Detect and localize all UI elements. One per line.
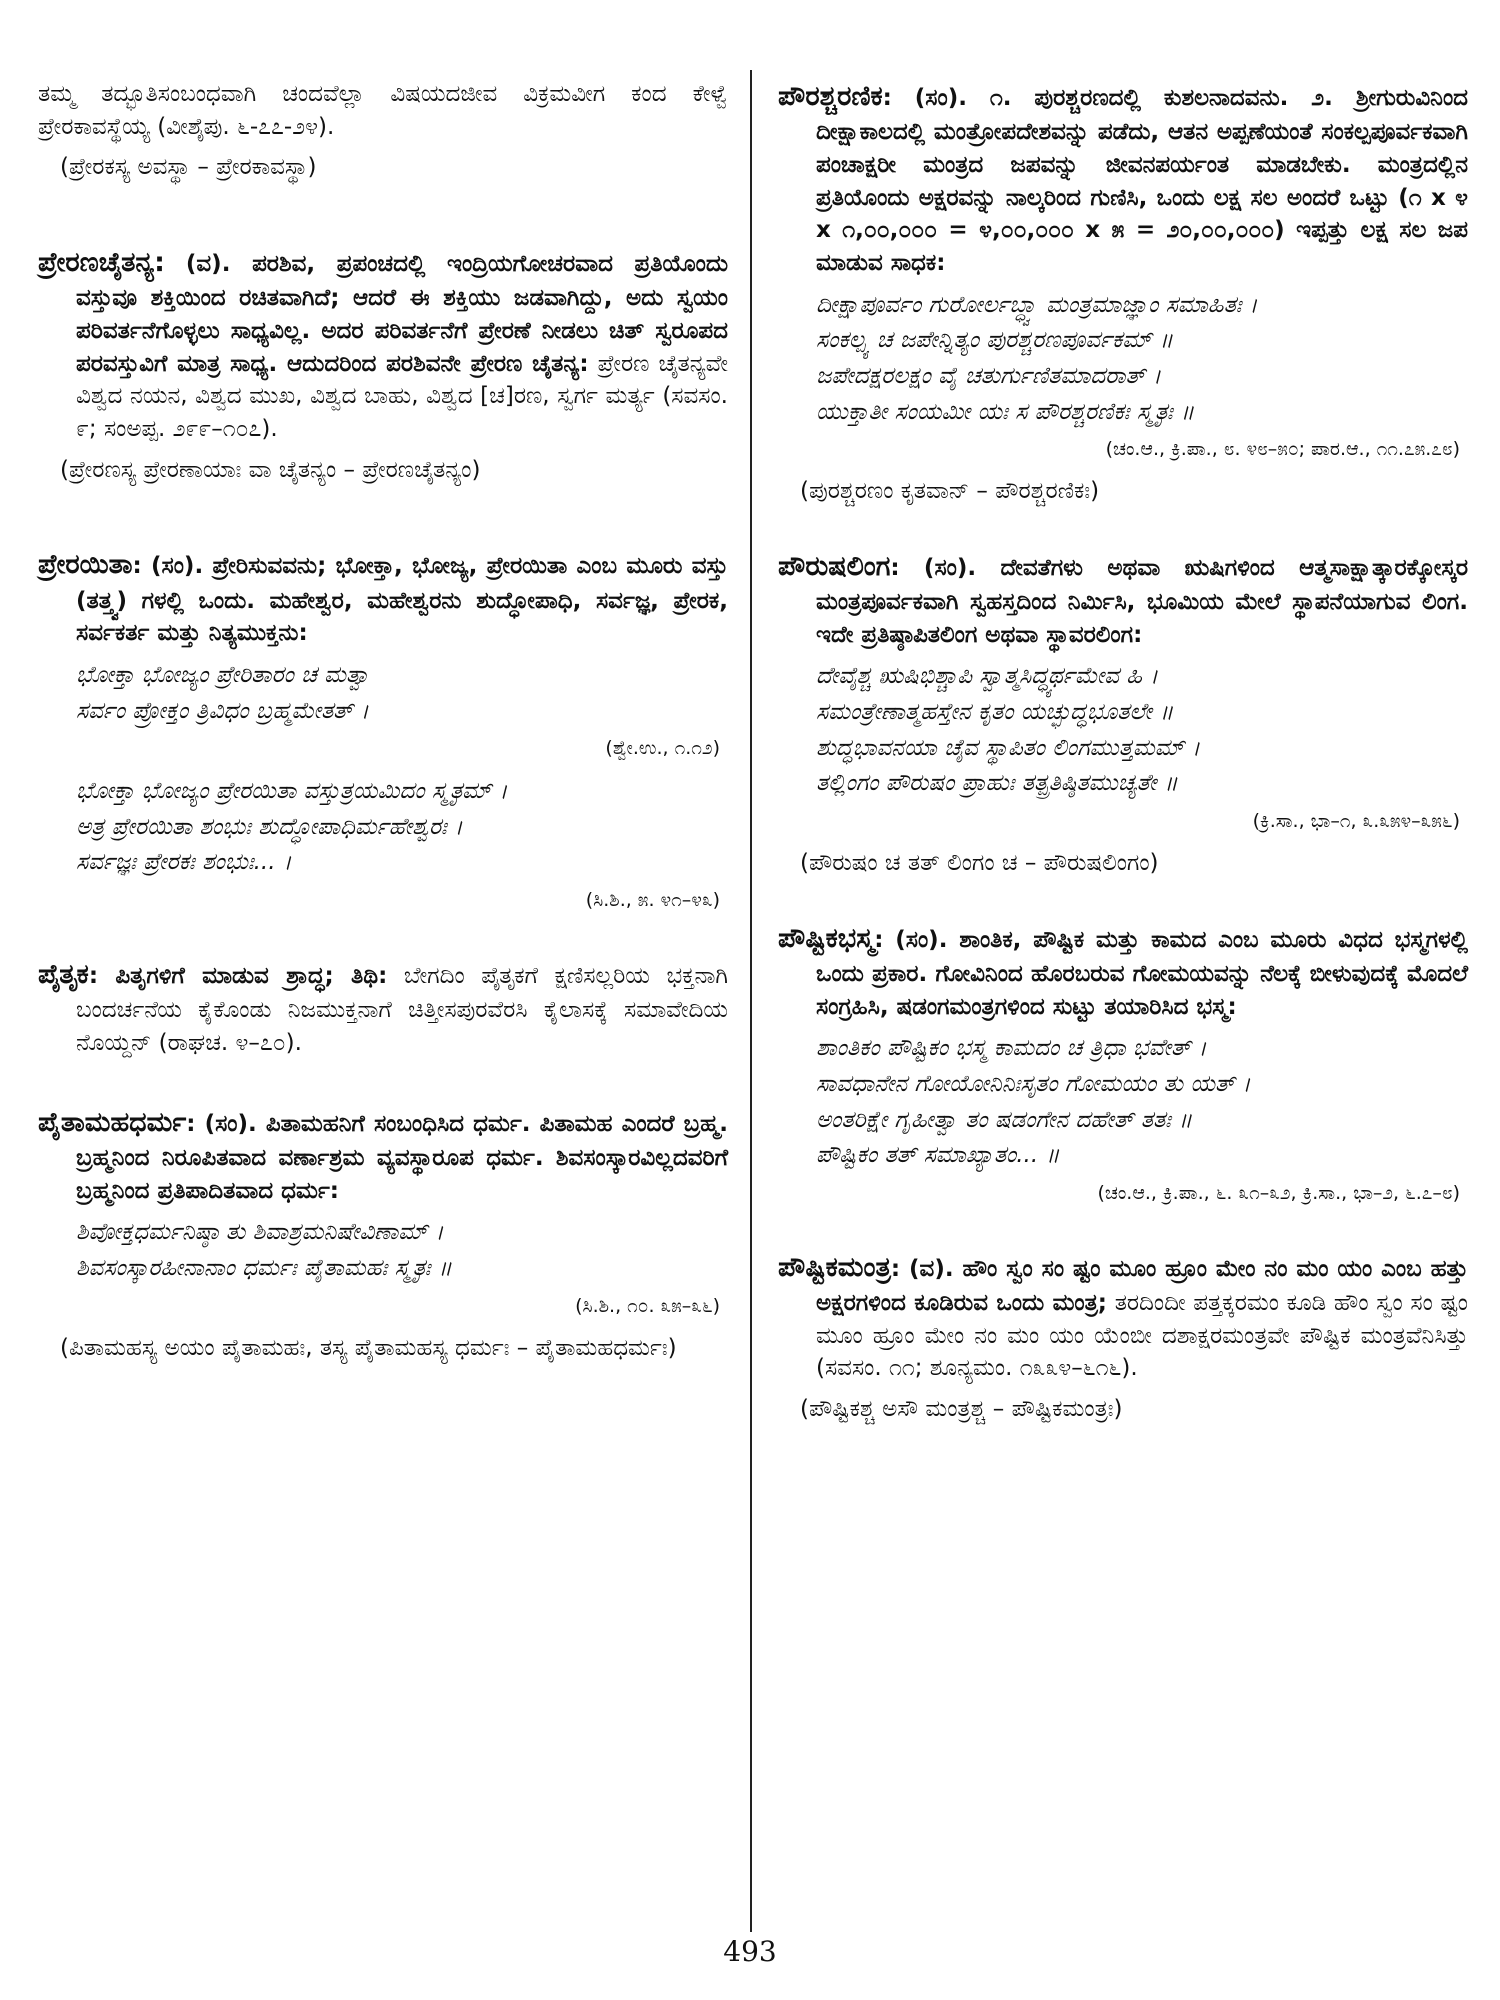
column-divider [750, 70, 752, 1932]
verse-block [76, 658, 728, 729]
verse-block [816, 288, 1468, 431]
derivation: (ಪುರಶ್ಚರಣಂ ಕೃತವಾನ್ – ಪೌರಶ್ಚರಣಿಕಃ) [800, 478, 1100, 505]
entry-body [38, 546, 728, 650]
verse-line: ಸರ್ವಜ್ಞಃ ಪ್ರೇರಕಃ ಶಂಭುಃ... । [76, 849, 292, 876]
definition-bold: : ಪಿತೃಗಳಿಗೆ ಮಾಡುವ ಶ್ರಾದ್ಧ; ತಿಥಿ: [88, 963, 388, 990]
reference: (ಚಂ.ಆ., ಕ್ರಿ.ಪಾ., ೮. ೪೮–೫೦; ಪಾರ.ಆ., ೧೧.೭೫.೭೮) [1105, 438, 1460, 461]
entry-paurushalinga [778, 548, 1468, 880]
derivation: (ಪೌರುಷಂ ಚ ತತ್ ಲಿಂಗಂ ಚ – ಪೌರುಷಲಿಂಗಂ) [800, 849, 1159, 876]
verse-line: ಶಿವಸಂಸ್ಕಾರಹೀನಾನಾಂ ಧರ್ಮಃ ಪೈತಾಮಹಃ ಸ್ಮೃತಃ ॥ [76, 1254, 452, 1281]
verse-line: ಯುಕ್ತಾತೀ ಸಂಯಮೀ ಯಃ ಸ ಪೌರಶ್ಚರಣಿಕಃ ಸ್ಮೃತಃ ॥ [816, 398, 1195, 425]
verse-line: ಶುದ್ಧಭಾವನಯಾ ಚೈವ ಸ್ಥಾಪಿತಂ ಲಿಂಗಮುತ್ತಮಮ್ । [816, 734, 1201, 761]
derivation: (ಪ್ರೇರಣಸ್ಯ ಪ್ರೇರಣಾಯಾಃ ವಾ ಚೈತನ್ಯಂ – ಪ್ರೇರಣಚೈತನ್ಯಂ) [60, 456, 481, 483]
entry-paitruka [38, 956, 728, 1060]
entry-paushtikabhasma [778, 920, 1468, 1207]
reference: (ಸಿ.ಶಿ., ೫. ೪೧–೪೩) [585, 889, 720, 912]
verse-line: ತಲ್ಲಿಂಗಂ ಪೌರುಷಂ ಪ್ರಾಹುಃ ತತ್ಪ್ರತಿಷ್ಠಿತಮುಚ್ಯತೇ ॥ [816, 770, 1178, 797]
reference: (ಕ್ರಿ.ಸಾ., ಭಾ–೧, ೩.೩೫೪–೩೫೬) [1252, 810, 1460, 832]
verse-line: ಶಿವೋಕ್ತಧರ್ಮನಿಷ್ಠಾ ತು ಶಿವಾಶ್ರಮನಿಷೇವಿಣಾಮ್ । [76, 1219, 444, 1246]
right-column [778, 78, 1468, 1448]
headword: ಪೌಷ್ಟಿಕಭಸ್ಮ [778, 922, 875, 954]
headword: ಪ್ರೇರಣಚೈತನ್ಯ: [38, 246, 165, 278]
headword: ಪೈತಾಮಹಧರ್ಮ [38, 1106, 187, 1138]
entry-text: ತಮ್ಮ ತದ್ಭೂತಿಸಂಬಂಧವಾಗಿ ಚಂದವೆಲ್ಲಾ ವಿಷಯದಜೀವ ವಿಕ್ರಮವೀಗ ಕಂದ ಕೇಳ್ವೆ ಪ್ರೇರಕಾವಸ್ಥೆಯ್ಯ (ವೀಶೈಪು. ೬-೭೭-೨೪). [38, 81, 728, 140]
entry-body [778, 78, 1468, 280]
entry-body [778, 1249, 1468, 1385]
verse-line: ಭೋಕ್ತಾ ಭೋಜ್ಯಂ ಪ್ರೇರಯಿತಾ ವಸ್ತುತ್ರಯಮಿದಂ ಸ್ಮೃತಮ್ । [76, 778, 508, 805]
derivation: (ಪಿತಾಮಹಸ್ಯ ಅಯಂ ಪೈತಾಮಹಃ, ತಸ್ಯ ಪೈತಾಮಹಸ್ಯ ಧರ್ಮಃ – ಪೈತಾಮಹಧರ್ಮಃ) [60, 1334, 677, 1361]
verse-block [816, 659, 1468, 802]
verse-line: ಅಂತರಿಕ್ಷೇ ಗೃಹೀತ್ವಾ ತಂ ಷಡಂಗೇನ ದಹೇತ್ ತತಃ ॥ [816, 1106, 1193, 1133]
verse-line: ಜಪೇದಕ್ಷರಲಕ್ಷಂ ವೈ ಚತುರ್ಗುಣಿತಮಾದರಾತ್ । [816, 362, 1162, 389]
headword: ಪೌಷ್ಟಿಕಮಂತ್ರ [778, 1251, 891, 1283]
definition-bold: : (ವ). ಹೌಂ ಸ್ವಂ ಸಂ ಷ್ಟಂ ಮೂಂ ಹ್ರೂಂ ಮೇಂ ನಂ ಮಂ ಯಂ ಎಂಬ ಹತ್ತು ಅಕ್ಷರಗಳಿಂದ ಕೂಡಿರುವ ಒಂದು ಮಂತ್ರ; [816, 1255, 1468, 1317]
page-number: 493 [723, 1935, 777, 1968]
entry-paurashcharanika [778, 78, 1468, 508]
entry-body [778, 548, 1468, 652]
verse-block [816, 1031, 1468, 1174]
headword: ಪ್ರೇರಯಿತಾ [38, 549, 133, 581]
left-column [38, 78, 728, 1386]
verse-line: ಶಾಂತಿಕಂ ಪೌಷ್ಟಿಕಂ ಭಸ್ಮ ಕಾಮದಂ ಚ ತ್ರಿಧಾ ಭವೇತ್ । [816, 1035, 1207, 1062]
headword: ಪೌರುಷಲಿಂಗ [778, 550, 891, 582]
reference: (ಚಂ.ಆ., ಕ್ರಿ.ಪಾ., ೬. ೩೧–೩೨, ಕ್ರಿ.ಸಾ., ಭಾ–೨, ೬.೭–೮) [1097, 1181, 1460, 1204]
definition-bold: (ವ). ಪರಶಿವ, ಪ್ರಪಂಚದಲ್ಲಿ ಇಂದ್ರಿಯಗೋಚರವಾದ ಪ್ರತಿಯೊಂದು ವಸ್ತುವೂ ಶಕ್ತಿಯಿಂದ ರಚಿತವಾಗಿದೆ; ಆದರೆ ಈ ಶಕ್ತಿಯು ಜಡವಾಗಿದ್ದು, ಅದು ಸ್ವಯಂ ಪರಿವರ್ತನೆಗೊಳ್ಳಲು ಸಾಧ್ಯವಿಲ್ಲ. ಅದರ ಪರಿವರ್ತನೆಗೆ ಪ್ರೇರಣೆ ನೀಡಲು ಚಿತ್ ಸ್ವರೂಪದ ಪರವಸ್ತುವಿಗೆ ಮಾತ್ರ ಸಾಧ್ಯ. ಆದುದರಿಂದ ಪರಶಿವನೇ ಪ್ರೇರಣ ಚೈತನ್ಯ: [76, 250, 729, 377]
entry-body [778, 920, 1468, 1024]
definition-bold: : (ಸಂ). ಶಾಂತಿಕ, ಪೌಷ್ಟಿಕ ಮತ್ತು ಕಾಮದ ಎಂಬ ಮೂರು ವಿಧದ ಭಸ್ಮಗಳಲ್ಲಿ ಒಂದು ಪ್ರಕಾರ. ಗೋವಿನಿಂದ ಹೊರಬರುವ ಗೋಮಯವನ್ನು ನೆಲಕ್ಕೆ ಬೀಳುವುದಕ್ಕೆ ಮೊದಲೆ ಸಂಗ್ರಹಿಸಿ, ಷಡಂಗಮಂತ್ರಗಳಿಂದ ಸುಟ್ಟು ತಯಾರಿಸಿದ ಭಸ್ಮ: [816, 926, 1468, 1020]
entry-prerayita [38, 546, 728, 914]
verse-line: ಸರ್ವಂ ಪ್ರೋಕ್ತಂ ತ್ರಿವಿಧಂ ಬ್ರಹ್ಮಮೇತತ್ । [76, 697, 369, 724]
derivation: (ಪೌಷ್ಟಿಕಶ್ಚ ಅಸೌ ಮಂತ್ರಶ್ಚ – ಪೌಷ್ಟಿಕಮಂತ್ರಃ) [800, 1396, 1123, 1423]
verse-line: ಅತ್ರ ಪ್ರೇರಯಿತಾ ಶಂಭುಃ ಶುದ್ಧೋಪಾಧಿರ್ಮಹೇಶ್ವರಃ । [76, 813, 463, 840]
verse-line: ಸಾವಧಾನೇನ ಗೋಯೋನಿನಿಃಸೃತಂ ಗೋಮಯಂ ತು ಯತ್ । [816, 1070, 1251, 1097]
verse-line: ಸಂಕಲ್ಪ್ಯ ಚ ಜಪೇನ್ನಿತ್ಯಂ ಪುರಶ್ಚರಣಪೂರ್ವಕಮ್ ॥ [816, 327, 1174, 354]
verse-line: ಸಮಂತ್ರೇಣಾತ್ಮಹಸ್ತೇನ ಕೃತಂ ಯಚ್ಛುದ್ಧಭೂತಲೇ ॥ [816, 699, 1174, 726]
quote-text: ಬೇಗದಿಂ ಪೈತೃಕಗೆ ಕ್ಷಣಿಸಲ್ಲರಿಯ ಭಕ್ತನಾಗಿ ಬಂದರ್ಚನೆಯ ಕೈಕೊಂಡು ನಿಜಮುಕ್ತನಾಗೆ ಚಿತ್ತೀಸಪುರವೆರಸಿ ಕೈಲಾಸಕ್ಕೆ ಸಮಾವೇದಿಯ ನೊಯ್ದನ್ (ರಾಘಚ. ೪–೭೦). [76, 963, 728, 1056]
verse-line: ಭೋಕ್ತಾ ಭೋಜ್ಯಂ ಪ್ರೇರಿತಾರಂ ಚ ಮತ್ವಾ [76, 661, 371, 688]
entry-body [38, 244, 728, 446]
verse-line: ಪೌಷ್ಟಿಕಂ ತತ್ ಸಮಾಖ್ಯಾತಂ... ॥ [816, 1142, 1060, 1169]
entry-body [38, 956, 728, 1060]
entry-paushtikamantra [778, 1249, 1468, 1426]
verse-block [76, 774, 728, 881]
quote-text: ಪ್ರೇರಣ ಚೈತನ್ಯವೇ ವಿಶ್ವದ ನಯನ, ವಿಶ್ವದ ಮುಖ, ವಿಶ್ವದ ಬಾಹು, ವಿಶ್ವದ [ಚ]ರಣ, ಸ್ವರ್ಗ ಮರ್ತ್ಯ (ಸವಸಂ. ೯; ಸಂಅಪ್ಪ. ೨೯೯–೧೦೭). [76, 350, 728, 442]
definition-bold: : (ಸಂ). ಪ್ರೇರಿಸುವವನು; ಭೋಕ್ತಾ, ಭೋಜ್ಯ, ಪ್ರೇರಯಿತಾ ಎಂಬ ಮೂರು ವಸ್ತು (ತತ್ತ್ವ) ಗಳಲ್ಲಿ ಒಂದು. ಮಹೇಶ್ವರ, ಮಹೇಶ್ವರನು ಶುದ್ಧೋಪಾಧಿ, ಸರ್ವಜ್ಞ, ಪ್ರೇರಕ, ಸರ್ವಕರ್ತ ಮತ್ತು ನಿತ್ಯಮುಕ್ತನು: [76, 553, 728, 647]
entry-preranachaitanya [38, 244, 728, 486]
entry-paitamahadharma [38, 1104, 728, 1365]
definition-bold: : (ಸಂ). ಪಿತಾಮಹನಿಗೆ ಸಂಬಂಧಿಸಿದ ಧರ್ಮ. ಪಿತಾಮಹ ಎಂದರೆ ಬ್ರಹ್ಮ. ಬ್ರಹ್ಮನಿಂದ ನಿರೂಪಿತವಾದ ವರ್ಣಾಶ್ರಮ ವ್ಯವಸ್ಥಾರೂಪ ಧರ್ಮ. ಶಿವಸಂಸ್ಕಾರವಿಲ್ಲದವರಿಗೆ ಬ್ರಹ್ಮನಿಂದ ಪ್ರತಿಪಾದಿತವಾದ ಧರ್ಮ: [76, 1110, 728, 1204]
verse-block [76, 1215, 728, 1286]
definition-bold: : (ಸಂ). ದೇವತೆಗಳು ಅಥವಾ ಋಷಿಗಳಿಂದ ಆತ್ಮಸಾಕ್ಷಾತ್ಕಾರಕ್ಕೋಸ್ಕರ ಮಂತ್ರಪೂರ್ವಕವಾಗಿ ಸ್ವಹಸ್ತದಿಂದ ನಿರ್ಮಿಸಿ, ಭೂಮಿಯ ಮೇಲೆ ಸ್ಥಾಪನೆಯಾಗುವ ಲಿಂಗ. ಇದೇ ಪ್ರತಿಷ್ಠಾಪಿತಲಿಂಗ ಅಥವಾ ಸ್ಥಾವರಲಿಂಗ: [816, 554, 1468, 648]
verse-line: ದೀಕ್ಷಾಪೂರ್ವಂ ಗುರೋರ್ಲಬ್ಧ್ವಾ ಮಂತ್ರಮಾಜ್ಞಾಂ ಸಮಾಹಿತಃ । [816, 291, 1258, 318]
verse-line: ದೇವೈಶ್ಚ ಋಷಿಭಿಶ್ಚಾಪಿ ಸ್ವಾತ್ಮಸಿದ್ಧ್ಯರ್ಥಮೇವ ಹಿ । [816, 663, 1159, 690]
headword: ಪೌರಶ್ಚರಣಿಕ [778, 81, 883, 112]
reference: (ಶ್ವೇ.ಉ., ೧.೧೨) [605, 737, 720, 760]
definition-bold: : (ಸಂ). ೧. ಪುರಶ್ಚರಣದಲ್ಲಿ ಕುಶಲನಾದವನು. ೨. ಶ್ರೀಗುರುವಿನಿಂದ ದೀಕ್ಷಾಕಾಲದಲ್ಲಿ ಮಂತ್ರೋಪದೇಶವನ್ನು ಪಡೆದು, ಆತನ ಅಪ್ಪಣೆಯಂತೆ ಸಂಕಲ್ಪಪೂರ್ವಕವಾಗಿ ಪಂಚಾಕ್ಷರೀ ಮಂತ್ರದ ಜಪವನ್ನು ಜೀವನಪರ್ಯಂತ ಮಾಡಬೇಕು. ಮಂತ್ರದಲ್ಲಿನ ಪ್ರತಿಯೊಂದು ಅಕ್ಷರವನ್ನು ನಾಲ್ಕರಿಂದ ಗುಣಿಸಿ, ಒಂದು ಲಕ್ಷ ಸಲ ಅಂದರೆ ಒಟ್ಟು (೧ x ೪ x ೧,೦೦,೦೦೦ = ೪,೦೦,೦೦೦ x ೫ = ೨೦,೦೦,೦೦೦) ಇಪ್ಪತ್ತು ಲಕ್ಷ ಸಲ ಜಪ ಮಾಡುವ ಸಾಧಕ: [816, 85, 1468, 276]
headword: ಪೈತೃಕ [38, 959, 89, 991]
derivation: (ಪ್ರೇರಕಸ್ಯ ಅವಸ್ಥಾ – ಪ್ರೇರಕಾವಸ್ಥಾ) [60, 154, 317, 181]
entry-continuation [38, 78, 728, 184]
entry-body [38, 1104, 728, 1208]
reference: (ಸಿ.ಶಿ., ೧೦. ೩೫–೩೬) [575, 1294, 720, 1317]
quote-text: ತರದಿಂದೀ ಪತ್ತಕ್ಕರಮಂ ಕೂಡಿ ಹೌಂ ಸ್ವಂ ಸಂ ಷ್ಟಂ ಮೂಂ ಹ್ರೂಂ ಮೇಂ ನಂ ಮಂ ಯಂ ಯೆಂಬೀ ದಶಾಕ್ಷರಮಂತ್ರವೇ ಪೌಷ್ಟಿಕ ಮಂತ್ರವೆನಿಸಿತ್ತು (ಸವಸಂ. ೧೧; ಶೂನ್ಯಮಂ. ೧೩೩೪–೬೧೬). [816, 1290, 1468, 1382]
